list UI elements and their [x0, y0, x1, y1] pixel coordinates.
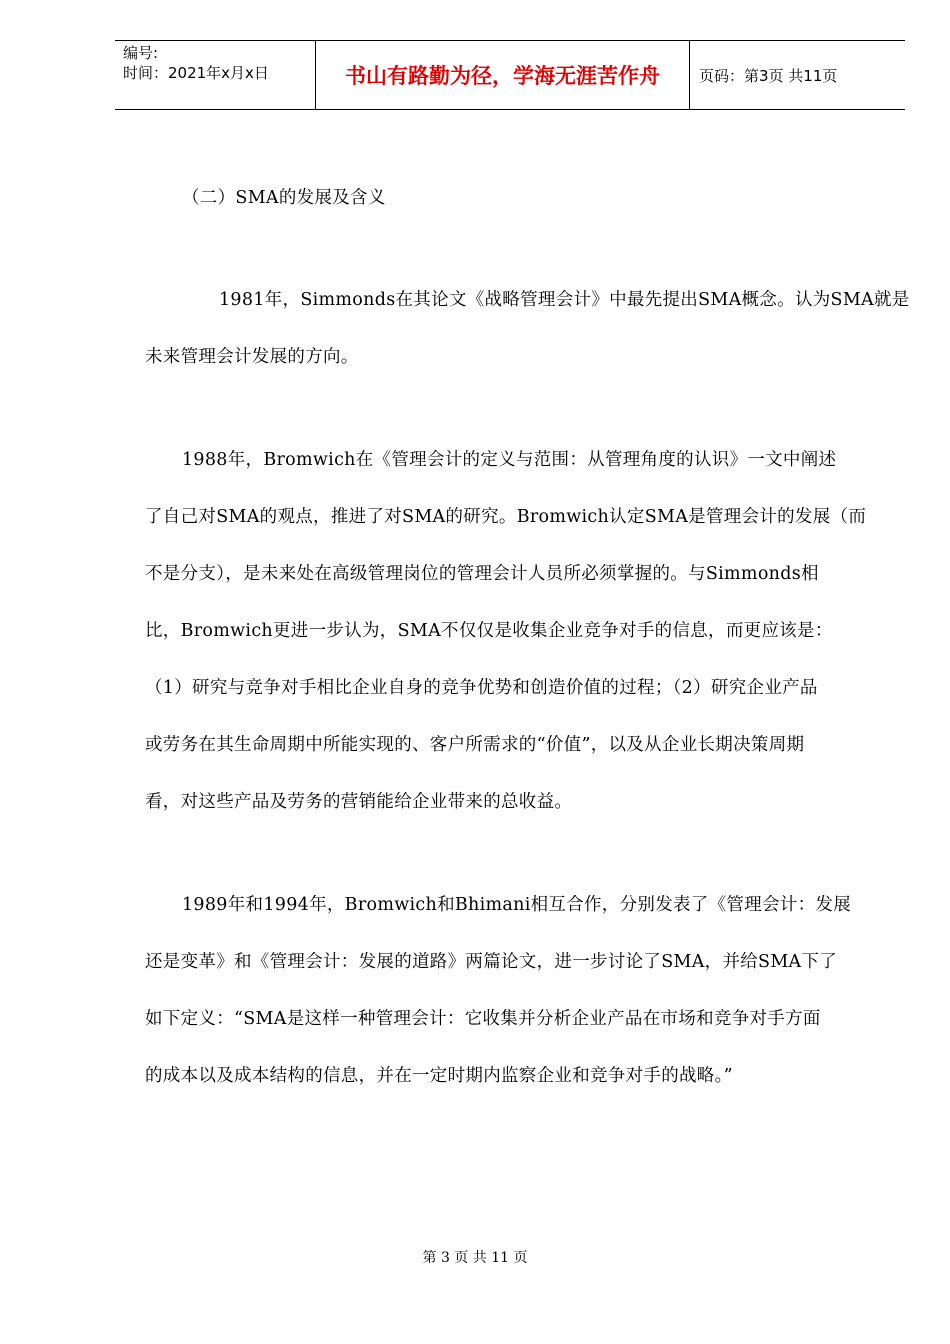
paragraph-line: 1989年和1994年，Bromwich和Bhimani相互合作，分别发表了《管理会计：发展: [182, 895, 851, 915]
paragraph-line: 比，Bromwich更进一步认为，SMA不仅仅是收集企业竞争对手的信息，而更应该是：: [145, 621, 833, 641]
paragraph-line: 未来管理会计发展的方向。: [145, 347, 359, 367]
page-header: [115, 40, 905, 110]
document-date-label: 时间：2021年x月x日: [123, 64, 269, 82]
paragraph-line: 了自己对SMA的观点，推进了对SMA的研究。Bromwich认定SMA是管理会计的发展（而: [145, 507, 867, 527]
paragraph-line: 不是分支），是未来处在高级管理岗位的管理会计人员所必须掌握的。与Simmonds相: [145, 564, 819, 584]
paragraph-line: 1981年，Simmonds在其论文《战略管理会计》中最先提出SMA概念。认为SMA就是: [219, 290, 910, 310]
paragraph-2: [145, 432, 880, 831]
header-meta-cell: [115, 41, 316, 109]
paragraph-line: 看，对这些产品及劳务的营销能给企业带来的总收益。: [145, 792, 573, 812]
paragraph-line: 还是变革》和《管理会计：发展的道路》两篇论文，进一步讨论了SMA，并给SMA下了: [145, 952, 838, 972]
paragraph-3: [145, 877, 880, 1105]
section-heading: （二）SMA的发展及含义: [182, 188, 386, 208]
header-motto: 书山有路勤为径，学海无涯苦作舟: [316, 41, 690, 109]
paragraph-line: 的成本以及成本结构的信息，并在一定时期内监察企业和竞争对手的战略。”: [145, 1066, 733, 1086]
paragraph-line: （1）研究与竞争对手相比企业自身的竞争优势和创造价值的过程；（2）研究企业产品: [145, 678, 818, 698]
header-page-number: 页码：第3页 共11页: [699, 66, 838, 85]
paragraph-line: 如下定义：“SMA是这样一种管理会计：它收集并分析企业产品在市场和竞争对手方面: [145, 1009, 821, 1029]
paragraph-line: 或劳务在其生命周期中所能实现的、客户所需求的“价值”，以及从企业长期决策周期: [145, 735, 805, 755]
paragraph-1: [145, 272, 910, 386]
page-footer: 第 3 页 共 11 页: [422, 1250, 528, 1266]
document-number-label: 编号:: [123, 44, 159, 62]
paragraph-line: 1988年，Bromwich在《管理会计的定义与范围：从管理角度的认识》一文中阐述: [182, 450, 837, 470]
